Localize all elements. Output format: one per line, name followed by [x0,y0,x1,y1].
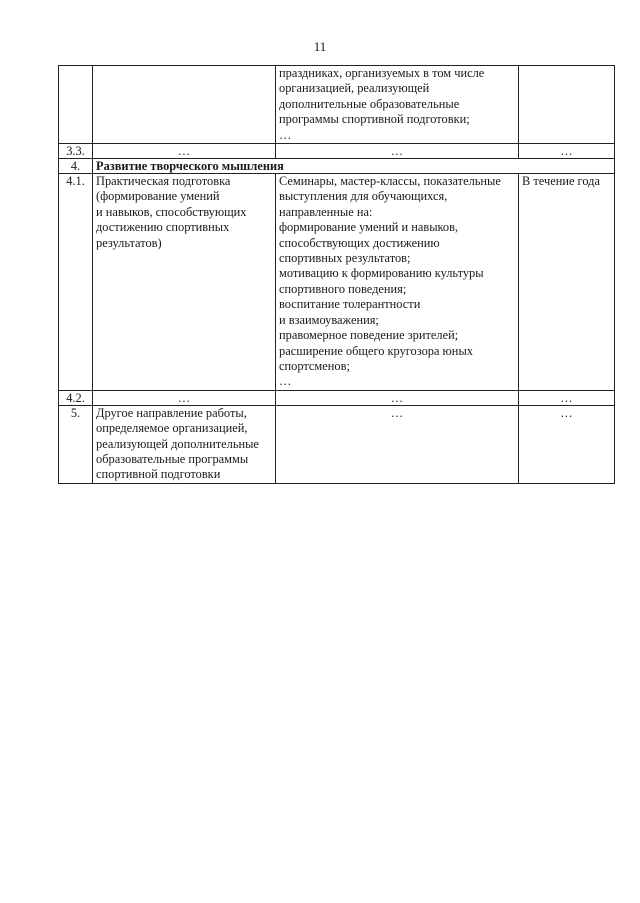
content-line: мотивацию к формированию культуры [279,266,484,281]
content-line: … [279,127,292,142]
direction-line: Практическая подготовка [96,174,231,189]
content-line: выступления для обучающихся, [279,189,448,204]
row-number-cell [59,66,93,144]
content-line: направленные на: [279,204,373,219]
content-line: Семинары, мастер-классы, показательные [279,174,501,189]
term-cell [519,66,615,144]
content-line: формирование умений и навыков, [279,220,459,235]
content-line: способствующих достижению [279,235,440,250]
content-line: дополнительные образовательные [279,96,460,111]
table-row [59,174,615,391]
row-number-cell: 3.3. [59,144,93,159]
direction-line: результатов) [96,235,162,250]
row-number-cell: 4.2. [59,390,93,405]
content-cell [276,174,519,391]
content-cell: … [276,144,519,159]
section-title: Развитие творческого мышления [93,159,615,174]
table-row [59,66,615,144]
direction-line: достижению спортивных [96,220,230,235]
direction-cell [93,66,276,144]
direction-line: и навыков, способствующих [96,204,247,219]
direction-cell: … [93,144,276,159]
term-cell: В течение года [519,174,615,391]
content-line: воспитание толерантности [279,297,421,312]
term-cell: … [519,144,615,159]
content-cell: … [276,390,519,405]
content-line: правомерное поведение зрителей; [279,328,459,343]
row-number-cell: 5. [59,405,93,483]
direction-line: (формирование умений [96,189,220,204]
direction-cell: … [93,390,276,405]
content-cell: … [276,405,519,483]
section-row [59,159,615,174]
direction-line: образовательные программы [96,451,249,466]
content-line: программы спортивной подготовки; [279,112,470,127]
plan-table [58,65,615,484]
direction-cell [93,405,276,483]
table-row [59,390,615,405]
term-cell: … [519,405,615,483]
content-line: спортсменов; [279,358,350,373]
content-line: и взаимоуважения; [279,312,379,327]
content-line: спортивных результатов; [279,251,411,266]
row-number-cell: 4.1. [59,174,93,391]
direction-line: реализующей дополнительные [96,436,259,451]
direction-line: Другое направление работы, [96,405,247,420]
content-cell [276,66,519,144]
direction-line: спортивной подготовки [96,467,221,482]
row-number-cell: 4. [59,159,93,174]
page-number: 11 [313,39,327,54]
content-line: организацией, реализующей [279,81,430,96]
term-cell: … [519,390,615,405]
content-line: праздниках, организуемых в том числе [279,66,485,80]
direction-line: определяемое организацией, [96,421,248,436]
content-line: … [279,374,292,389]
table-row [59,405,615,483]
table-row [59,144,615,159]
direction-cell [93,174,276,391]
content-line: расширение общего кругозора юных [279,343,473,358]
content-line: спортивного поведения; [279,281,407,296]
